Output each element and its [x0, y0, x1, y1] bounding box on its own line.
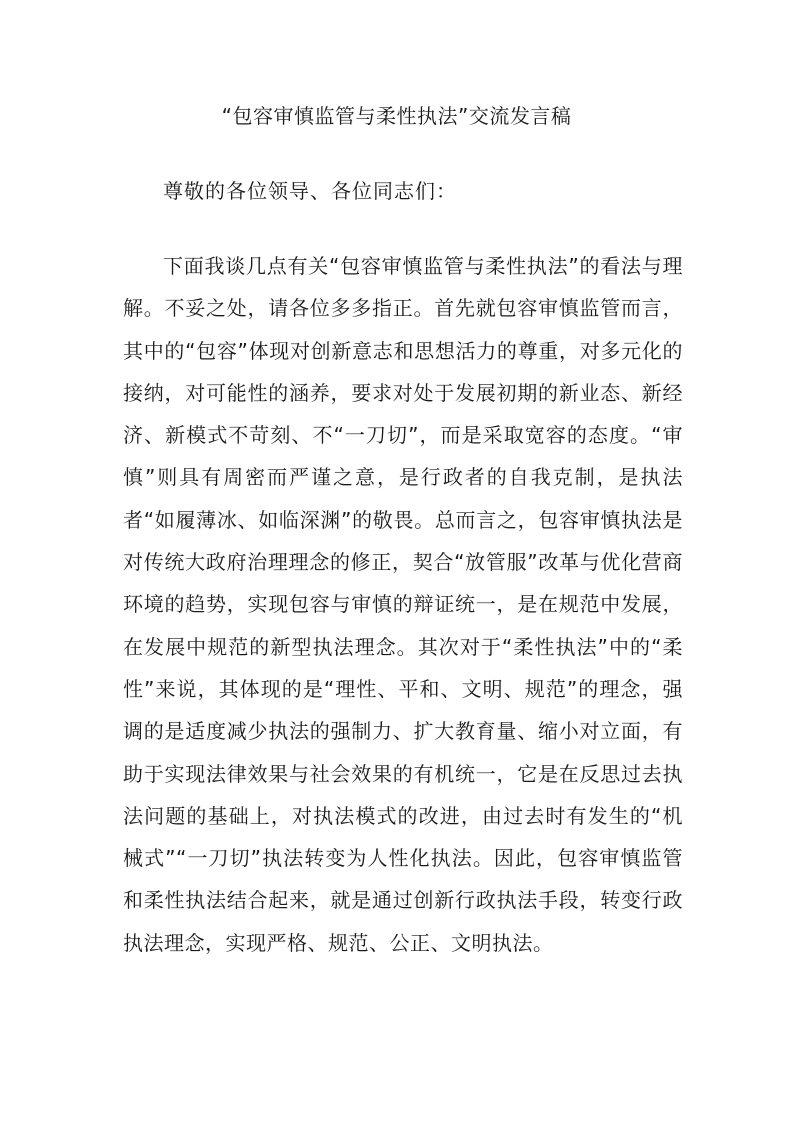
salutation: 尊敬的各位领导、各位同志们： — [163, 179, 457, 203]
document-title: “包容审慎监管与柔性执法”交流发言稿 — [221, 104, 572, 128]
body-paragraph: 下面我谈几点有关“包容审慎监管与柔性执法”的看法与理解。不妥之处，请各位多多指正。首先就包容审慎监管而言，其中的“包容”体现对创新意志和思想活力的尊重，对多元化的接纳，对可能性的涵养，要求对处于发展初期的新业态、新经济、新模式不苛刻、不“一刀切”，而是采取宽容的态度。“审慎”则具有周密而严谨之意，是行政者的自我克制，是执法者“如履薄冰、如临深渊”的敬畏。总而言之，包容审慎执法是对传统大政府治理理念的修正，契合“放管服”改革与优化营商环境的趋势，实现包容与审慎的辩证统一，是在规范中发展，在发展中规范的新型执法理念。其次对于“柔性执法”中的“柔性”来说，其体现的是“理性、平和、文明、规范”的理念，强调的是适度减少执法的强制力、扩大教育量、缩小对立面，有助于实现法律效果与社会效果的有机统一，它是在反思过去执法问题的基础上，对执法模式的改进，由过去时有发生的“机械式”“一刀切”执法转变为人性化执法。因此，包容审慎监管和柔性执法结合起来，就是通过创新行政执法手段，转变行政执法理念，实现严格、规范、公正、文明执法。 — [123, 254, 683, 955]
